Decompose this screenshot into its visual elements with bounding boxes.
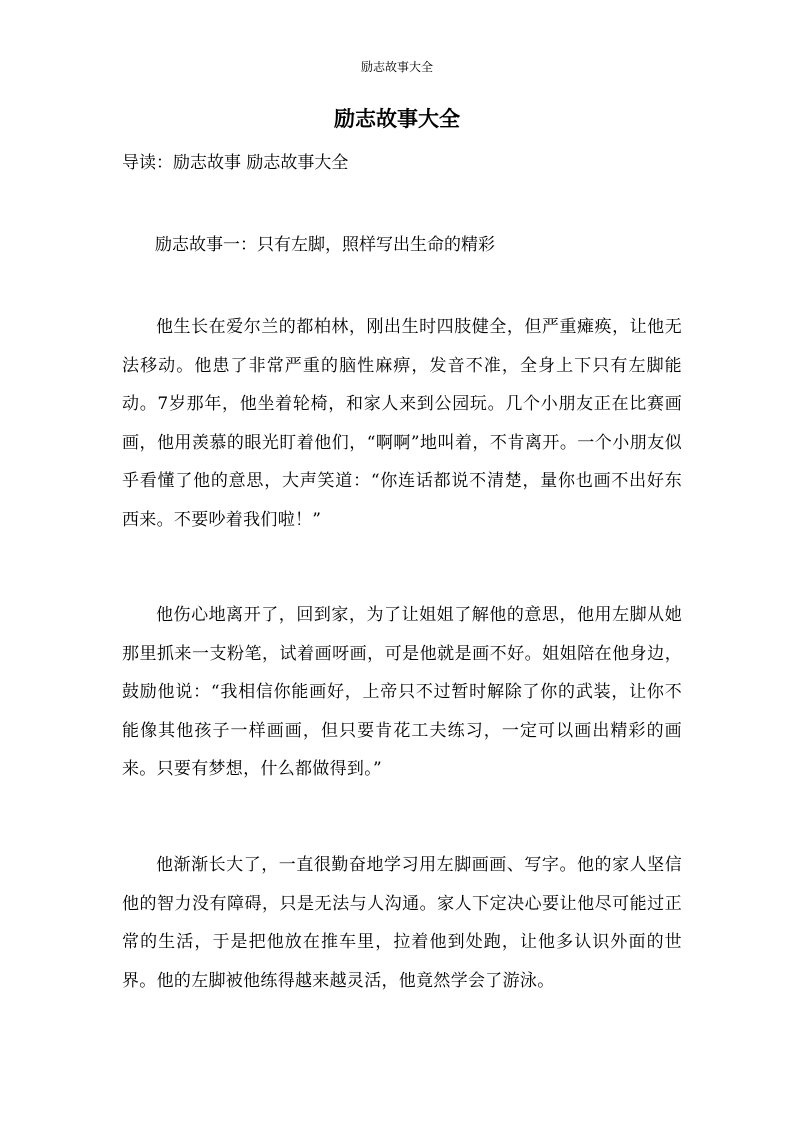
paragraph-3: 他渐渐长大了，一直很勤奋地学习用左脚画画、写字。他的家人坚信他的智力没有障碍，只是无法与人沟通。家人下定决心要让他尽可能过正常的生活，于是把他放在推车里，拉着他到处跑，让他多认识外面的世界。他的左脚被他练得越来越灵活，他竟然学会了游泳。	[122, 855, 682, 991]
document-title: 励志故事大全	[334, 106, 460, 131]
section-title: 励志故事一：只有左脚，照样写出生命的精彩	[155, 235, 495, 255]
intro-line: 导读：励志故事 励志故事大全	[122, 153, 349, 173]
paragraph-2: 他伤心地离开了，回到家，为了让姐姐了解他的意思，他用左脚从她那里抓来一支粉笔，试着画呀画，可是他就是画不好。姐姐陪在他身边，鼓励他说：“我相信你能画好，上帝只不过暂时解除了你的武装，让你不能像其他孩子一样画画，但只要肯花工夫练习，一定可以画出精彩的画来。只要有梦想，什么都做得到。”	[122, 605, 682, 779]
paragraph-1: 他生长在爱尔兰的都柏林，刚出生时四肢健全，但严重瘫痪，让他无法移动。他患了非常严重的脑性麻痹，发音不准，全身上下只有左脚能动。7岁那年，他坐着轮椅，和家人来到公园玩。几个小朋友正在比赛画画，他用羡慕的眼光盯着他们，“啊啊”地叫着，不肯离开。一个小朋友似乎看懂了他的意思，大声笑道：“你连话都说不清楚，量你也画不出好东西来。不要吵着我们啦！”	[122, 317, 682, 530]
running-header: 励志故事大全	[360, 60, 433, 74]
